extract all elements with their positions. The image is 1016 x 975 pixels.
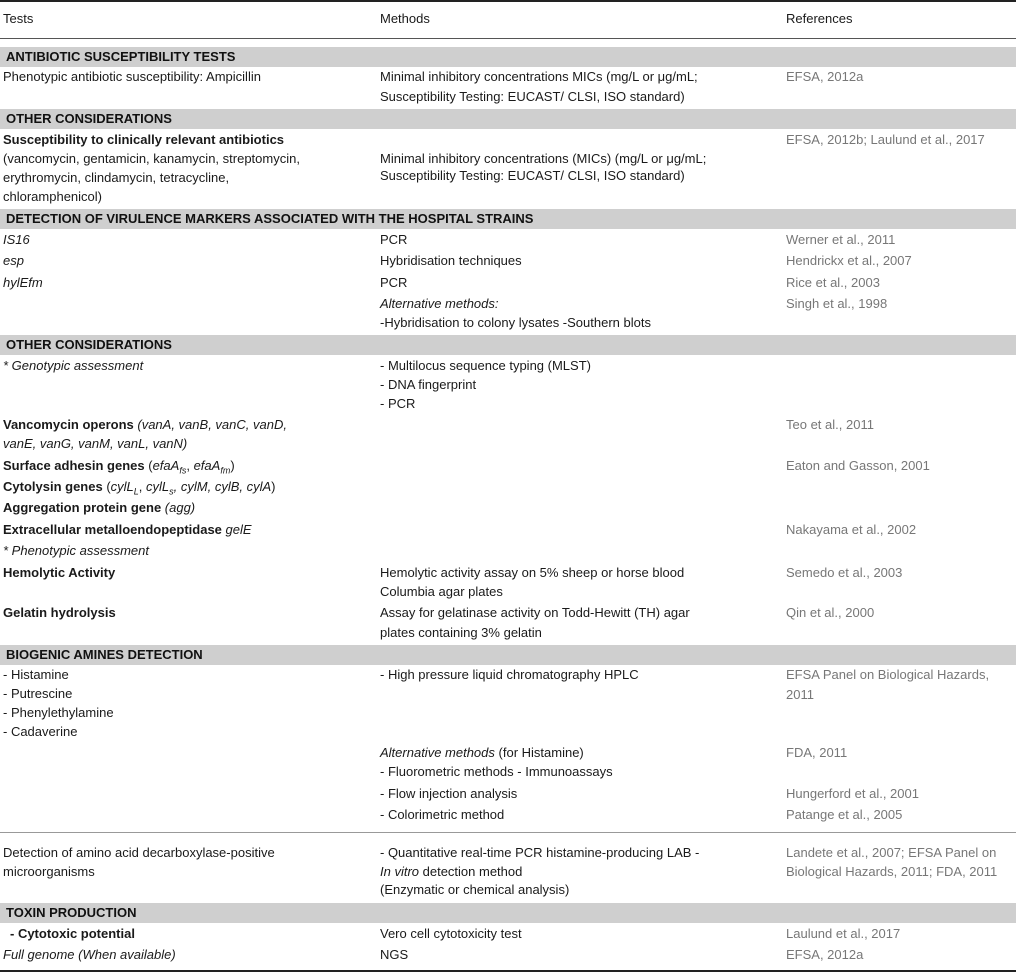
section-header-biogenic-amines: BIOGENIC AMINES DETECTION [0, 645, 1016, 665]
header-rule [0, 38, 1016, 39]
section-header-virulence-markers: DETECTION OF VIRULENCE MARKERS ASSOCIATED WITH THE HOSPITAL STRAINS [0, 209, 1016, 229]
section-header-antibiotic: ANTIBIOTIC SUSCEPTIBILITY TESTS [0, 47, 1016, 67]
section-header-other-considerations-1: OTHER CONSIDERATIONS [0, 109, 1016, 129]
table-bottom-rule [0, 970, 1016, 972]
row-rule [0, 832, 1016, 833]
column-header-tests: Tests [3, 11, 34, 26]
table-top-rule [0, 0, 1016, 2]
column-header-methods: Methods [380, 11, 430, 26]
section-header-toxin-production: TOXIN PRODUCTION [0, 903, 1016, 923]
column-header-references: References [786, 11, 853, 26]
section-header-other-considerations-2: OTHER CONSIDERATIONS [0, 335, 1016, 355]
